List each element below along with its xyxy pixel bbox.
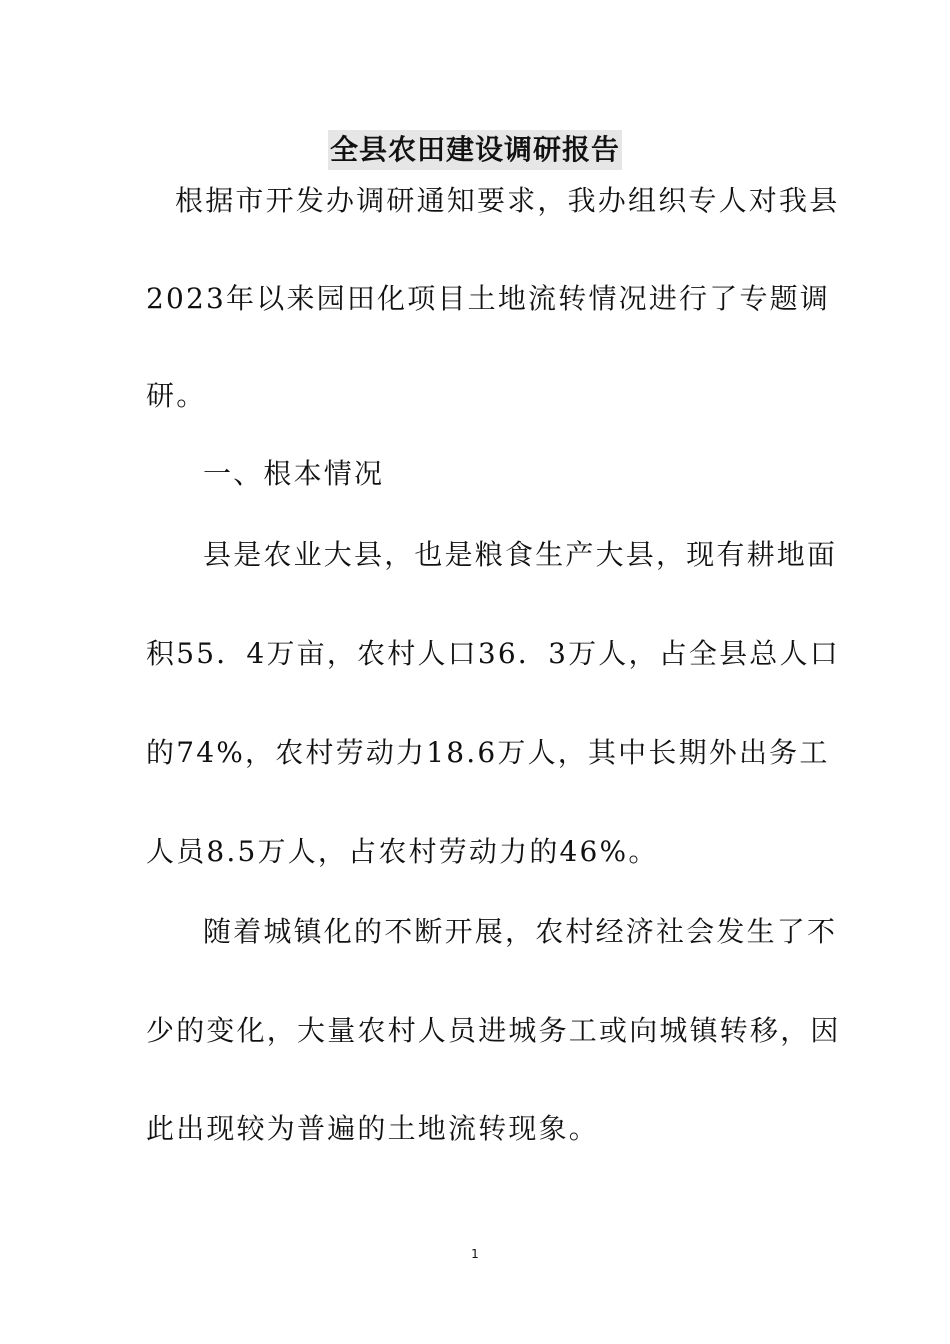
- paragraph-line: 少的变化，大量农村人员进城务工或向城镇转移，因: [146, 1014, 841, 1047]
- paragraph-line: 随着城镇化的不断开展，农村经济社会发生了不: [203, 915, 838, 948]
- page-number: 1: [471, 1247, 479, 1261]
- document-title: 全县农田建设调研报告: [328, 130, 622, 170]
- section-heading: 一、根本情况: [203, 457, 385, 490]
- title-container: [0, 130, 950, 170]
- paragraph-line: 人员8.5万人，占农村劳动力的46%。: [146, 835, 659, 868]
- paragraph-line: 此出现较为普遍的土地流转现象。: [146, 1112, 600, 1145]
- paragraph-line: 根据市开发办调研通知要求，我办组织专人对我县: [175, 184, 840, 217]
- paragraph-line: 2023年以来园田化项目土地流转情况进行了专题调: [146, 282, 831, 315]
- paragraph-line: 积55．4万亩，农村人口36．3万人，占全县总人口: [146, 637, 840, 670]
- paragraph-line: 县是农业大县，也是粮食生产大县，现有耕地面: [203, 538, 838, 571]
- paragraph-line: 的74%，农村劳动力18.6万人，其中长期外出务工: [146, 736, 830, 769]
- paragraph-line: 研。: [146, 379, 207, 412]
